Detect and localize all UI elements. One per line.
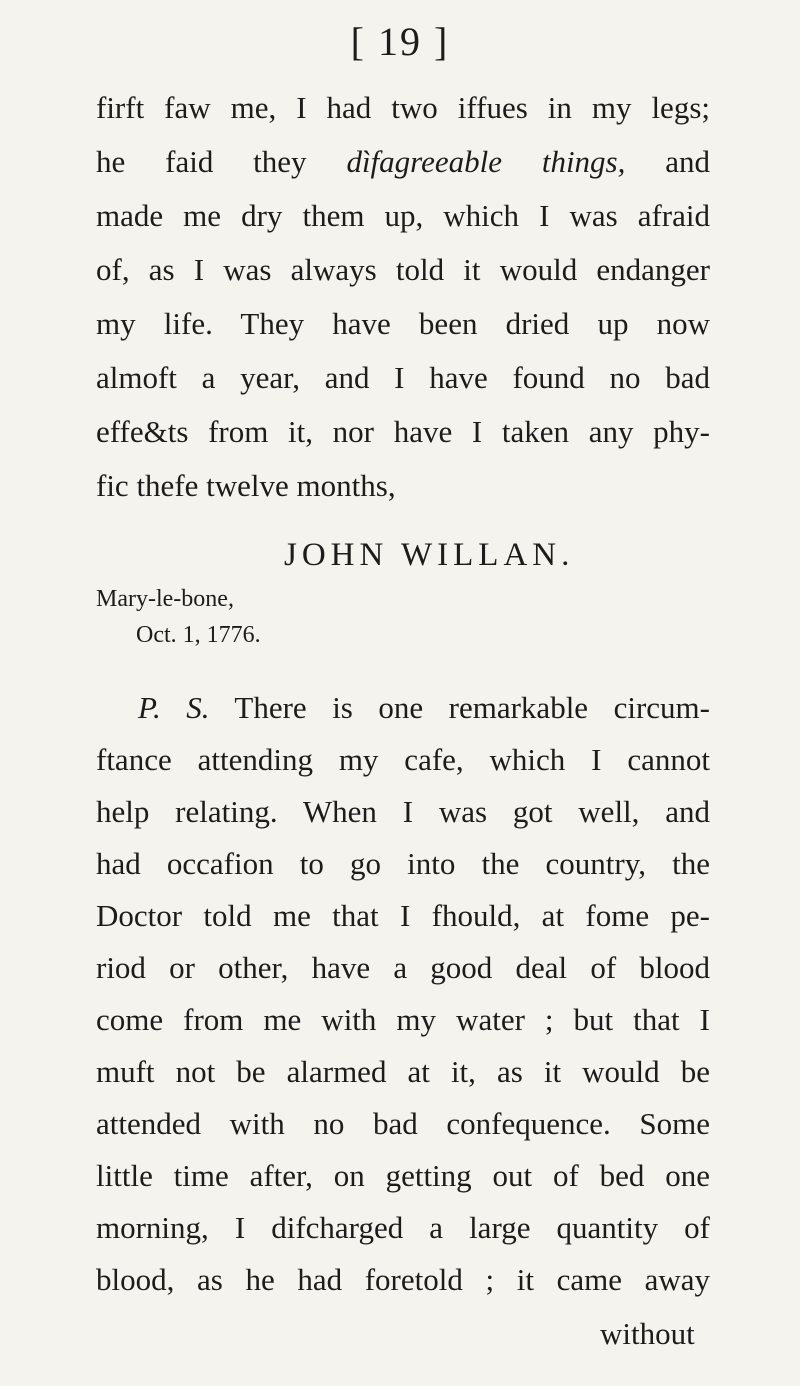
text-line: muft not be alarmed at it, as it would be: [96, 1054, 710, 1089]
italic-phrase: dìfagreeable things,: [346, 144, 626, 179]
text-line: had occafion to go into the country, the: [96, 846, 710, 881]
text-line: little time after, on getting out of bed one: [96, 1158, 710, 1193]
signature: JOHN WILLAN.: [284, 537, 575, 573]
text-line: [96, 146, 710, 177]
text-line: attended with no bad confequence. Some: [96, 1106, 710, 1141]
text-fragment: There is one remarkable circum-: [234, 690, 710, 725]
text-line: fic thefe twelve months,: [96, 468, 396, 503]
text-line: effe&ts from it, nor have I taken any phy-: [96, 414, 710, 449]
text-line: help relating. When I was got well, and: [96, 794, 710, 829]
text-line: of, as I was always told it would endanger: [96, 252, 710, 287]
text-line: made me dry them up, which I was afraid: [96, 198, 710, 233]
text-line: [138, 692, 710, 723]
date-line: Oct. 1, 1776.: [136, 622, 261, 648]
text-line: my life. They have been dried up now: [96, 306, 710, 341]
text-line: come from me with my water ; but that I: [96, 1002, 710, 1037]
text-line: ftance attending my cafe, which I cannot: [96, 742, 710, 777]
text-line: blood, as he had foretold ; it came away: [96, 1262, 710, 1297]
text-line: Doctor told me that I fhould, at fome pe-: [96, 898, 710, 933]
text-line: riod or other, have a good deal of blood: [96, 950, 710, 985]
place-line: Mary-le-bone,: [96, 586, 234, 612]
text-line: firft faw me, I had two iffues in my legs;: [96, 90, 710, 125]
ps-label: P. S.: [138, 690, 210, 725]
text-fragment: and: [665, 144, 711, 179]
catchword: without: [600, 1316, 695, 1351]
text-fragment: he faid they: [96, 144, 307, 179]
text-line: morning, I difcharged a large quantity of: [96, 1210, 710, 1245]
text-line: almoft a year, and I have found no bad: [96, 360, 710, 395]
page-number: [ 19 ]: [350, 19, 450, 64]
